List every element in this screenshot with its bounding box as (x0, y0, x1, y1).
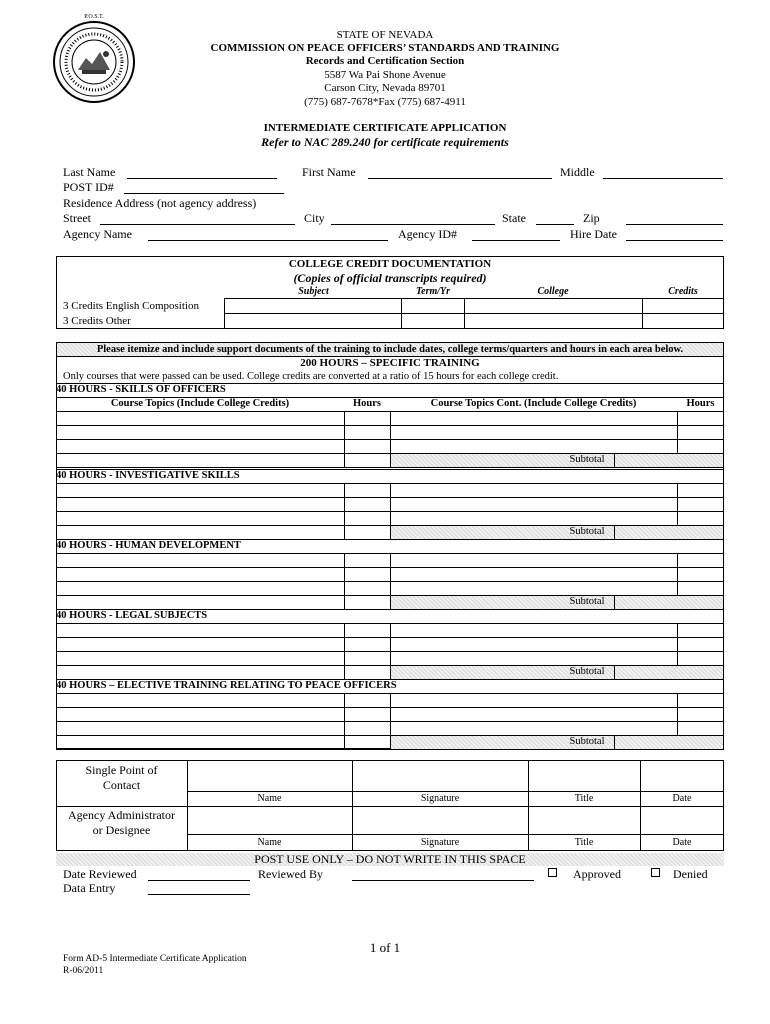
hire-date-label: Hire Date (570, 227, 617, 241)
spoc-label-2: Contact (102, 778, 141, 792)
admin-label-2: or Designee (92, 823, 151, 837)
spoc-date-field[interactable] (641, 761, 723, 790)
course-topic-cont-input[interactable] (391, 638, 676, 650)
spoc-date-caption: Date (672, 793, 692, 804)
spoc-title-field[interactable] (529, 761, 639, 790)
hours-input[interactable] (345, 708, 389, 720)
col-course-topics-cont: Course Topics Cont. (Include College Credits) (430, 398, 637, 409)
course-topic-input[interactable] (57, 652, 343, 664)
course-topic-cont-input[interactable] (391, 412, 676, 424)
header-state: STATE OF NEVADA (336, 29, 434, 41)
admin-signature-field[interactable] (353, 807, 527, 833)
section-title-1: 40 HOURS - INVESTIGATIVE SKILLS (56, 470, 240, 481)
subtotal-label: Subtotal (569, 736, 605, 747)
middle-field[interactable] (603, 178, 723, 179)
form-revision: R-06/2011 (63, 966, 104, 976)
spoc-name-field[interactable] (188, 761, 351, 790)
header-section: Records and Certification Section (305, 55, 465, 67)
admin-name-field[interactable] (188, 807, 351, 833)
course-topic-input[interactable] (57, 568, 343, 580)
course-topic-input[interactable] (57, 426, 343, 438)
hours-2-input[interactable] (678, 638, 723, 650)
seal-text: P.O.S.T. (84, 14, 104, 20)
course-topic-cont-input[interactable] (391, 440, 676, 452)
form-title: INTERMEDIATE CERTIFICATE APPLICATION (263, 122, 507, 134)
form-name: Form AD-5 Intermediate Certificate Application (63, 954, 247, 964)
admin-label-1: Agency Administrator (68, 808, 175, 822)
course-topic-input[interactable] (57, 440, 343, 452)
hours-input[interactable] (345, 582, 389, 594)
hours-2-input[interactable] (678, 582, 723, 594)
agency-name-field[interactable] (148, 240, 388, 241)
course-topic-input[interactable] (57, 582, 343, 594)
admin-title-field[interactable] (529, 807, 639, 833)
hours-input[interactable] (345, 694, 389, 706)
course-topic-cont-input[interactable] (391, 554, 676, 566)
subtotal-value[interactable] (615, 526, 645, 538)
admin-date-caption: Date (672, 837, 692, 848)
post-id-label: POST ID# (63, 180, 114, 194)
denied-checkbox[interactable] (651, 868, 660, 877)
denied-label: Denied (673, 867, 708, 881)
header-phone: (775) 687-7678*Fax (775) 687-4911 (304, 96, 466, 108)
hours-2-input[interactable] (678, 554, 723, 566)
college-entry-row-2[interactable] (225, 314, 723, 328)
course-topic-cont-input[interactable] (391, 652, 676, 664)
course-topic-cont-input[interactable] (391, 708, 676, 720)
reviewed-by-label: Reviewed By (258, 867, 323, 881)
last-name-label: Last Name (63, 165, 116, 179)
training-instructions: Please itemize and include support documents of the training to include dates, college terms/quarters and hours in each area below. (96, 344, 684, 355)
approved-label: Approved (573, 867, 621, 881)
data-entry-label: Data Entry (63, 881, 116, 895)
training-title: 200 HOURS – SPECIFIC TRAINING (300, 357, 480, 369)
form-subtitle: Refer to NAC 289.240 for certificate requirements (261, 135, 509, 149)
hours-2-input[interactable] (678, 568, 723, 580)
hours-input[interactable] (345, 440, 389, 452)
college-entry-row-1[interactable] (225, 299, 723, 312)
last-name-field[interactable] (127, 178, 277, 179)
col-hours-2: Hours (686, 398, 715, 409)
course-topic-cont-input[interactable] (391, 512, 676, 524)
course-topic-input[interactable] (57, 412, 343, 424)
course-topic-cont-input[interactable] (391, 694, 676, 706)
hours-input[interactable] (345, 568, 389, 580)
course-topic-input[interactable] (57, 708, 343, 720)
course-topic-cont-input[interactable] (391, 722, 676, 734)
first-name-field[interactable] (368, 178, 552, 179)
middle-label: Middle (560, 165, 595, 179)
subtotal-label: Subtotal (569, 596, 605, 607)
col-credits: Credits (668, 286, 698, 297)
subtotal-label: Subtotal (569, 526, 605, 537)
spoc-signature-field[interactable] (353, 761, 527, 790)
residence-label: Residence Address (not agency address) (63, 196, 257, 210)
course-topic-cont-input[interactable] (391, 624, 676, 636)
spoc-title-caption: Title (574, 793, 594, 804)
hours-2-input[interactable] (678, 652, 723, 664)
first-name-label: First Name (302, 165, 356, 179)
section-title-3: 40 HOURS - LEGAL SUBJECTS (56, 610, 208, 621)
post-use-title: POST USE ONLY – DO NOT WRITE IN THIS SPACE (254, 852, 526, 866)
spoc-label-1: Single Point of (85, 763, 158, 777)
subtotal-label: Subtotal (569, 666, 605, 677)
hours-input[interactable] (345, 554, 389, 566)
page-number: 1 of 1 (369, 940, 401, 955)
hours-input[interactable] (345, 638, 389, 650)
college-title: COLLEGE CREDIT DOCUMENTATION (288, 258, 492, 270)
reviewed-by-field[interactable] (352, 880, 534, 881)
hours-2-input[interactable] (678, 426, 723, 438)
state-label: State (502, 211, 526, 225)
admin-signature-caption: Signature (420, 837, 460, 848)
hours-2-input[interactable] (678, 412, 723, 424)
course-topic-input[interactable] (57, 638, 343, 650)
admin-name-caption: Name (257, 837, 282, 848)
course-topic-cont-input[interactable] (391, 426, 676, 438)
hours-2-input[interactable] (678, 708, 723, 720)
hours-2-input[interactable] (678, 512, 723, 524)
col-course-topics: Course Topics (Include College Credits) (110, 398, 290, 409)
course-topic-input[interactable] (57, 722, 343, 734)
city-label: City (304, 211, 325, 225)
college-row-english: 3 Credits English Composition (63, 300, 199, 312)
agency-name-label: Agency Name (63, 227, 132, 241)
course-topic-input[interactable] (57, 624, 343, 636)
section-title-0: 40 HOURS - SKILLS OF OFFICERS (56, 384, 226, 395)
course-topic-input[interactable] (57, 484, 343, 496)
hours-input[interactable] (345, 412, 389, 424)
hours-input[interactable] (345, 498, 389, 510)
course-topic-cont-input[interactable] (391, 498, 676, 510)
course-topic-input[interactable] (57, 512, 343, 524)
spoc-signature-caption: Signature (420, 793, 460, 804)
admin-date-field[interactable] (641, 807, 723, 833)
data-entry-field[interactable] (148, 894, 250, 895)
date-reviewed-label: Date Reviewed (63, 867, 137, 881)
section-title-4: 40 HOURS – ELECTIVE TRAINING RELATING TO PEACE OFFICERS (56, 680, 397, 691)
subtotal-value[interactable] (615, 454, 645, 466)
hours-input[interactable] (345, 722, 389, 734)
subtotal-value[interactable] (615, 596, 645, 608)
course-topic-input[interactable] (57, 554, 343, 566)
course-topic-cont-input[interactable] (391, 568, 676, 580)
hire-date-field[interactable] (626, 240, 723, 241)
subtotal-value[interactable] (615, 736, 645, 748)
zip-label: Zip (583, 211, 600, 225)
hours-input[interactable] (345, 512, 389, 524)
admin-title-caption: Title (574, 837, 594, 848)
hours-2-input[interactable] (678, 722, 723, 734)
street-label: Street (63, 211, 91, 225)
hours-2-input[interactable] (678, 498, 723, 510)
street-field[interactable] (100, 224, 295, 225)
state-field[interactable] (536, 224, 574, 225)
course-topic-input[interactable] (57, 498, 343, 510)
hours-input[interactable] (345, 652, 389, 664)
subtotal-value[interactable] (615, 666, 645, 678)
college-row-other: 3 Credits Other (63, 315, 131, 327)
course-topic-cont-input[interactable] (391, 582, 676, 594)
col-hours: Hours (352, 398, 381, 409)
header-city: Carson City, Nevada 89701 (324, 82, 446, 94)
agency-id-label: Agency ID# (398, 227, 457, 241)
spoc-name-caption: Name (257, 793, 282, 804)
header-street: 5587 Wa Pai Shone Avenue (324, 69, 446, 81)
training-note: Only courses that were passed can be used. College credits are converted at a ratio of 15 hours for each college credit. (63, 371, 559, 382)
col-subject: Subject (298, 286, 329, 297)
zip-field[interactable] (626, 224, 723, 225)
city-field[interactable] (331, 224, 495, 225)
hours-input[interactable] (345, 426, 389, 438)
hours-2-input[interactable] (678, 484, 723, 496)
post-id-field[interactable] (124, 193, 284, 194)
course-topic-cont-input[interactable] (391, 484, 676, 496)
section-title-2: 40 HOURS - HUMAN DEVELOPMENT (56, 540, 241, 551)
subtotal-label: Subtotal (569, 454, 605, 465)
date-reviewed-field[interactable] (148, 880, 250, 881)
approved-checkbox[interactable] (548, 868, 557, 877)
hours-2-input[interactable] (678, 624, 723, 636)
hours-2-input[interactable] (678, 440, 723, 452)
course-topic-input[interactable] (57, 694, 343, 706)
col-college: College (537, 286, 569, 297)
hours-2-input[interactable] (678, 694, 723, 706)
hours-input[interactable] (345, 624, 389, 636)
hours-input[interactable] (345, 484, 389, 496)
header-commission: COMMISSION ON PEACE OFFICERS’ STANDARDS AND TRAINING (210, 42, 560, 54)
agency-id-field[interactable] (472, 240, 560, 241)
college-subtitle: (Copies of official transcripts required) (293, 271, 487, 285)
col-term: Term/Yr (415, 286, 451, 297)
